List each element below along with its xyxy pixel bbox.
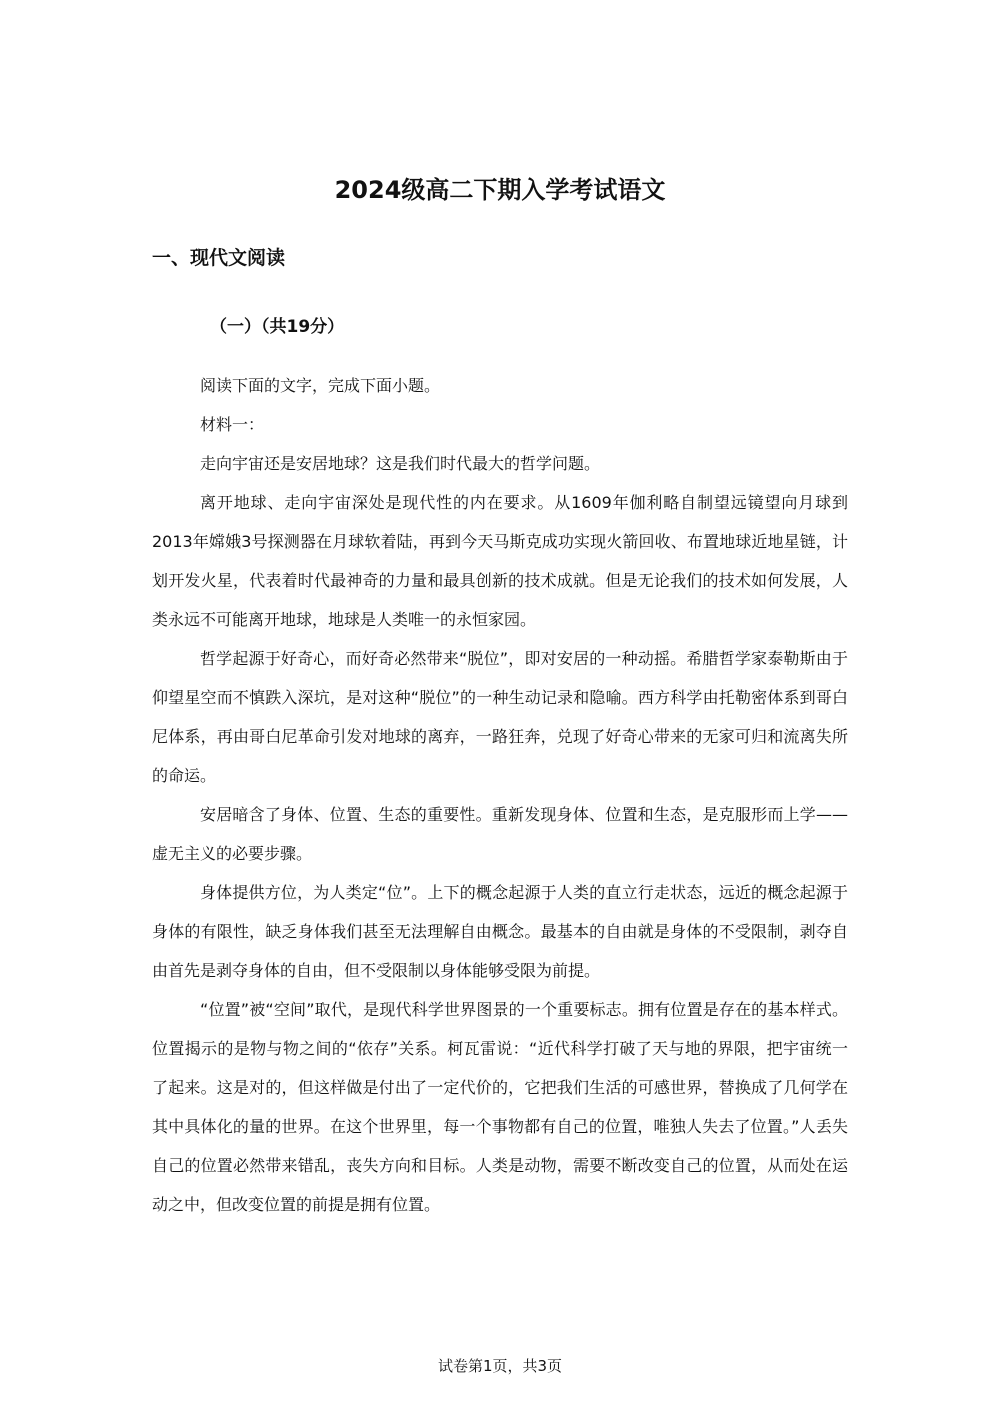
page-footer: 试卷第1页，共3页 — [437, 1357, 563, 1375]
subsection-heading: （一）（共19分） — [210, 317, 345, 337]
passage-paragraph: 安居暗含了身体、位置、生态的重要性。重新发现身体、位置和生态，是克服形而上学——虚无主义的必要步骤。 — [152, 805, 848, 863]
passage-paragraph: 哲学起源于好奇心，而好奇必然带来“脱位”，即对安居的一种动摇。希腊哲学家泰勒斯由于仰望星空而不慎跌入深坑，是对这种“脱位”的一种生动记录和隐喻。西方科学由托勒密体系到哥白尼体系，再由哥白尼革命引发对地球的离弃，一路狂奔，兑现了好奇心带来的无家可归和流离失所的命运。 — [152, 649, 848, 785]
exam-title: 2024级高二下期入学考试语文 — [334, 176, 666, 204]
material-label: 材料一： — [200, 415, 265, 434]
passage-paragraph: 走向宇宙还是安居地球？这是我们时代最大的哲学问题。 — [200, 454, 601, 473]
section-heading: 一、现代文阅读 — [152, 247, 286, 269]
passage-paragraph: “位置”被“空间”取代，是现代科学世界图景的一个重要标志。拥有位置是存在的基本样式。位置揭示的是物与物之间的“依存”关系。柯瓦雷说：“近代科学打破了天与地的界限，把宇宙统一了起来。这是对的，但这样做是付出了一定代价的，它把我们生活的可感世界，替换成了几何学在其中具体化的量的世界。在这个世界里，每一个事物都有自己的位置，唯独人失去了位置。”人丢失自己的位置必然带来错乱，丧失方向和目标。人类是动物，需要不断改变自己的位置，从而处在运动之中，但改变位置的前提是拥有位置。 — [152, 1000, 848, 1214]
passage-paragraph: 身体提供方位，为人类定“位”。上下的概念起源于人类的直立行走状态，远近的概念起源于身体的有限性，缺乏身体我们甚至无法理解自由概念。最基本的自由就是身体的不受限制，剥夺自由首先是剥夺身体的自由，但不受限制以身体能够受限为前提。 — [152, 883, 848, 980]
passage-paragraph: 离开地球、走向宇宙深处是现代性的内在要求。从1609年伽利略自制望远镜望向月球到2013年嫦娥3号探测器在月球软着陆，再到今天马斯克成功实现火箭回收、布置地球近地星链，计划开发火星，代表着时代最神奇的力量和最具创新的技术成就。但是无论我们的技术如何发展，人类永远不可能离开地球，地球是人类唯一的永恒家园。 — [152, 493, 848, 629]
instruction-text: 阅读下面的文字，完成下面小题。 — [200, 376, 441, 395]
reading-passage — [152, 366, 848, 1224]
